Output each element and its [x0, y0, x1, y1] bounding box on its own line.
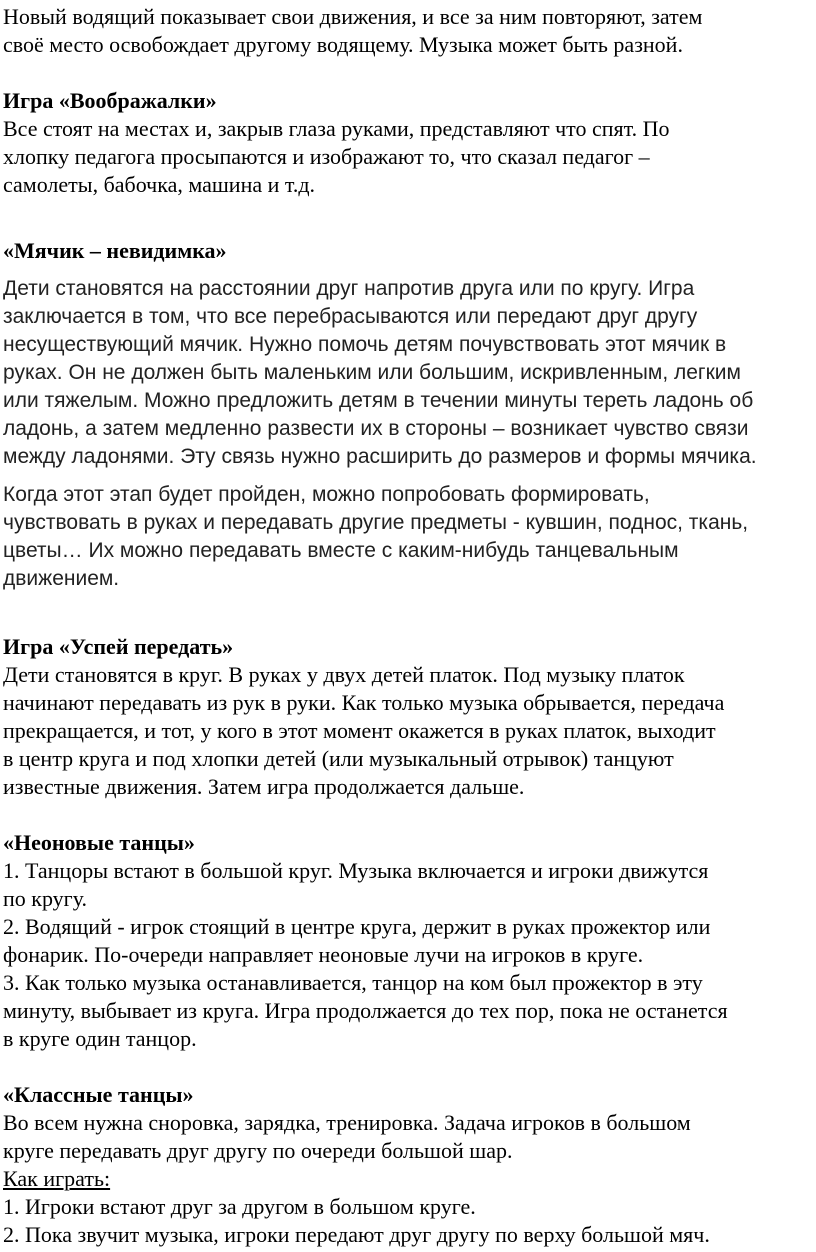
paragraph-line: Все стоят на местах и, закрыв глаза руками, представляют что спят. По: [3, 116, 670, 141]
list-item: минуту, выбывает из круга. Игра продолжается до тех пор, пока не останется: [3, 998, 728, 1023]
intro-line: своё место освобождает другому водящему. Музыка может быть разной.: [3, 32, 683, 57]
list-item: 1. Игроки встают друг за другом в большом круге.: [3, 1194, 476, 1219]
list-item: в круге один танцор.: [3, 1026, 197, 1051]
section-title-invisible-ball: «Мячик – невидимка»: [3, 238, 227, 263]
list-item: фонарик. По-очереди направляет неоновые лучи на игроков в круге.: [3, 942, 644, 967]
paragraph-line: между ладонями. Эту связь нужно расширить до размеров и формы мячика.: [3, 445, 757, 468]
section-title-pass-in-time: Игра «Успей передать»: [3, 634, 234, 659]
paragraph-line: чувствовать в руках и передавать другие предметы - кувшин, поднос, ткань,: [3, 511, 749, 534]
paragraph-line: или тяжелым. Можно предложить детям в течении минуты тереть ладонь об: [3, 389, 754, 412]
how-to-play-heading: Как играть:: [3, 1166, 111, 1191]
section-title-imagination: Игра «Воображалки»: [3, 88, 217, 113]
paragraph-line: круге передавать друг другу по очереди большой шар.: [3, 1138, 513, 1163]
paragraph-line: самолеты, бабочка, машина и т.д.: [3, 172, 316, 197]
list-item: 3. Как только музыка останавливается, танцор на ком был прожектор в эту: [3, 970, 703, 995]
paragraph-line: Когда этот этап будет пройден, можно попробовать формировать,: [3, 483, 650, 506]
list-item: 2. Пока звучит музыка, игроки передают друг другу по верху большой мяч.: [3, 1222, 710, 1247]
section-title-neon-dances: «Неоновые танцы»: [3, 830, 195, 855]
intro-line: Новый водящий показывает свои движения, и все за ним повторяют, затем: [3, 4, 703, 29]
paragraph-line: Дети становятся на расстоянии друг напротив друга или по кругу. Игра: [3, 277, 695, 300]
paragraph-line: начинают передавать из рук в руки. Как только музыка обрывается, передача: [3, 690, 725, 715]
paragraph-line: известные движения. Затем игра продолжается дальше.: [3, 774, 525, 799]
list-item: 2. Водящий - игрок стоящий в центре круга, держит в руках прожектор или: [3, 914, 711, 939]
list-item: по кругу.: [3, 886, 87, 911]
paragraph-line: заключается в том, что все перебрасываются или передают друг другу: [3, 305, 698, 328]
paragraph-line: несуществующий мячик. Нужно помочь детям почувствовать этот мячик в: [3, 333, 727, 356]
paragraph-line: Во всем нужна сноровка, зарядка, тренировка. Задача игроков в большом: [3, 1110, 691, 1135]
paragraph-line: движением.: [3, 567, 120, 590]
paragraph-line: Дети становятся в круг. В руках у двух детей платок. Под музыку платок: [3, 662, 685, 687]
paragraph-line: хлопку педагога просыпаются и изображают то, что сказал педагог –: [3, 144, 650, 169]
paragraph-line: в центр круга и под хлопки детей (или музыкальный отрывок) танцуют: [3, 746, 674, 771]
section-title-class-dances: «Классные танцы»: [3, 1082, 194, 1107]
paragraph-line: цветы… Их можно передавать вместе с каким-нибудь танцевальным: [3, 539, 679, 562]
paragraph-line: прекращается, и тот, у кого в этот момент окажется в руках платок, выходит: [3, 718, 716, 743]
paragraph-line: руках. Он не должен быть маленьким или большим, искривленным, легким: [3, 361, 741, 384]
list-item: 1. Танцоры встают в большой круг. Музыка включается и игроки движутся: [3, 858, 709, 883]
paragraph-line: ладонь, а затем медленно развести их в стороны – возникает чувство связи: [3, 417, 749, 440]
